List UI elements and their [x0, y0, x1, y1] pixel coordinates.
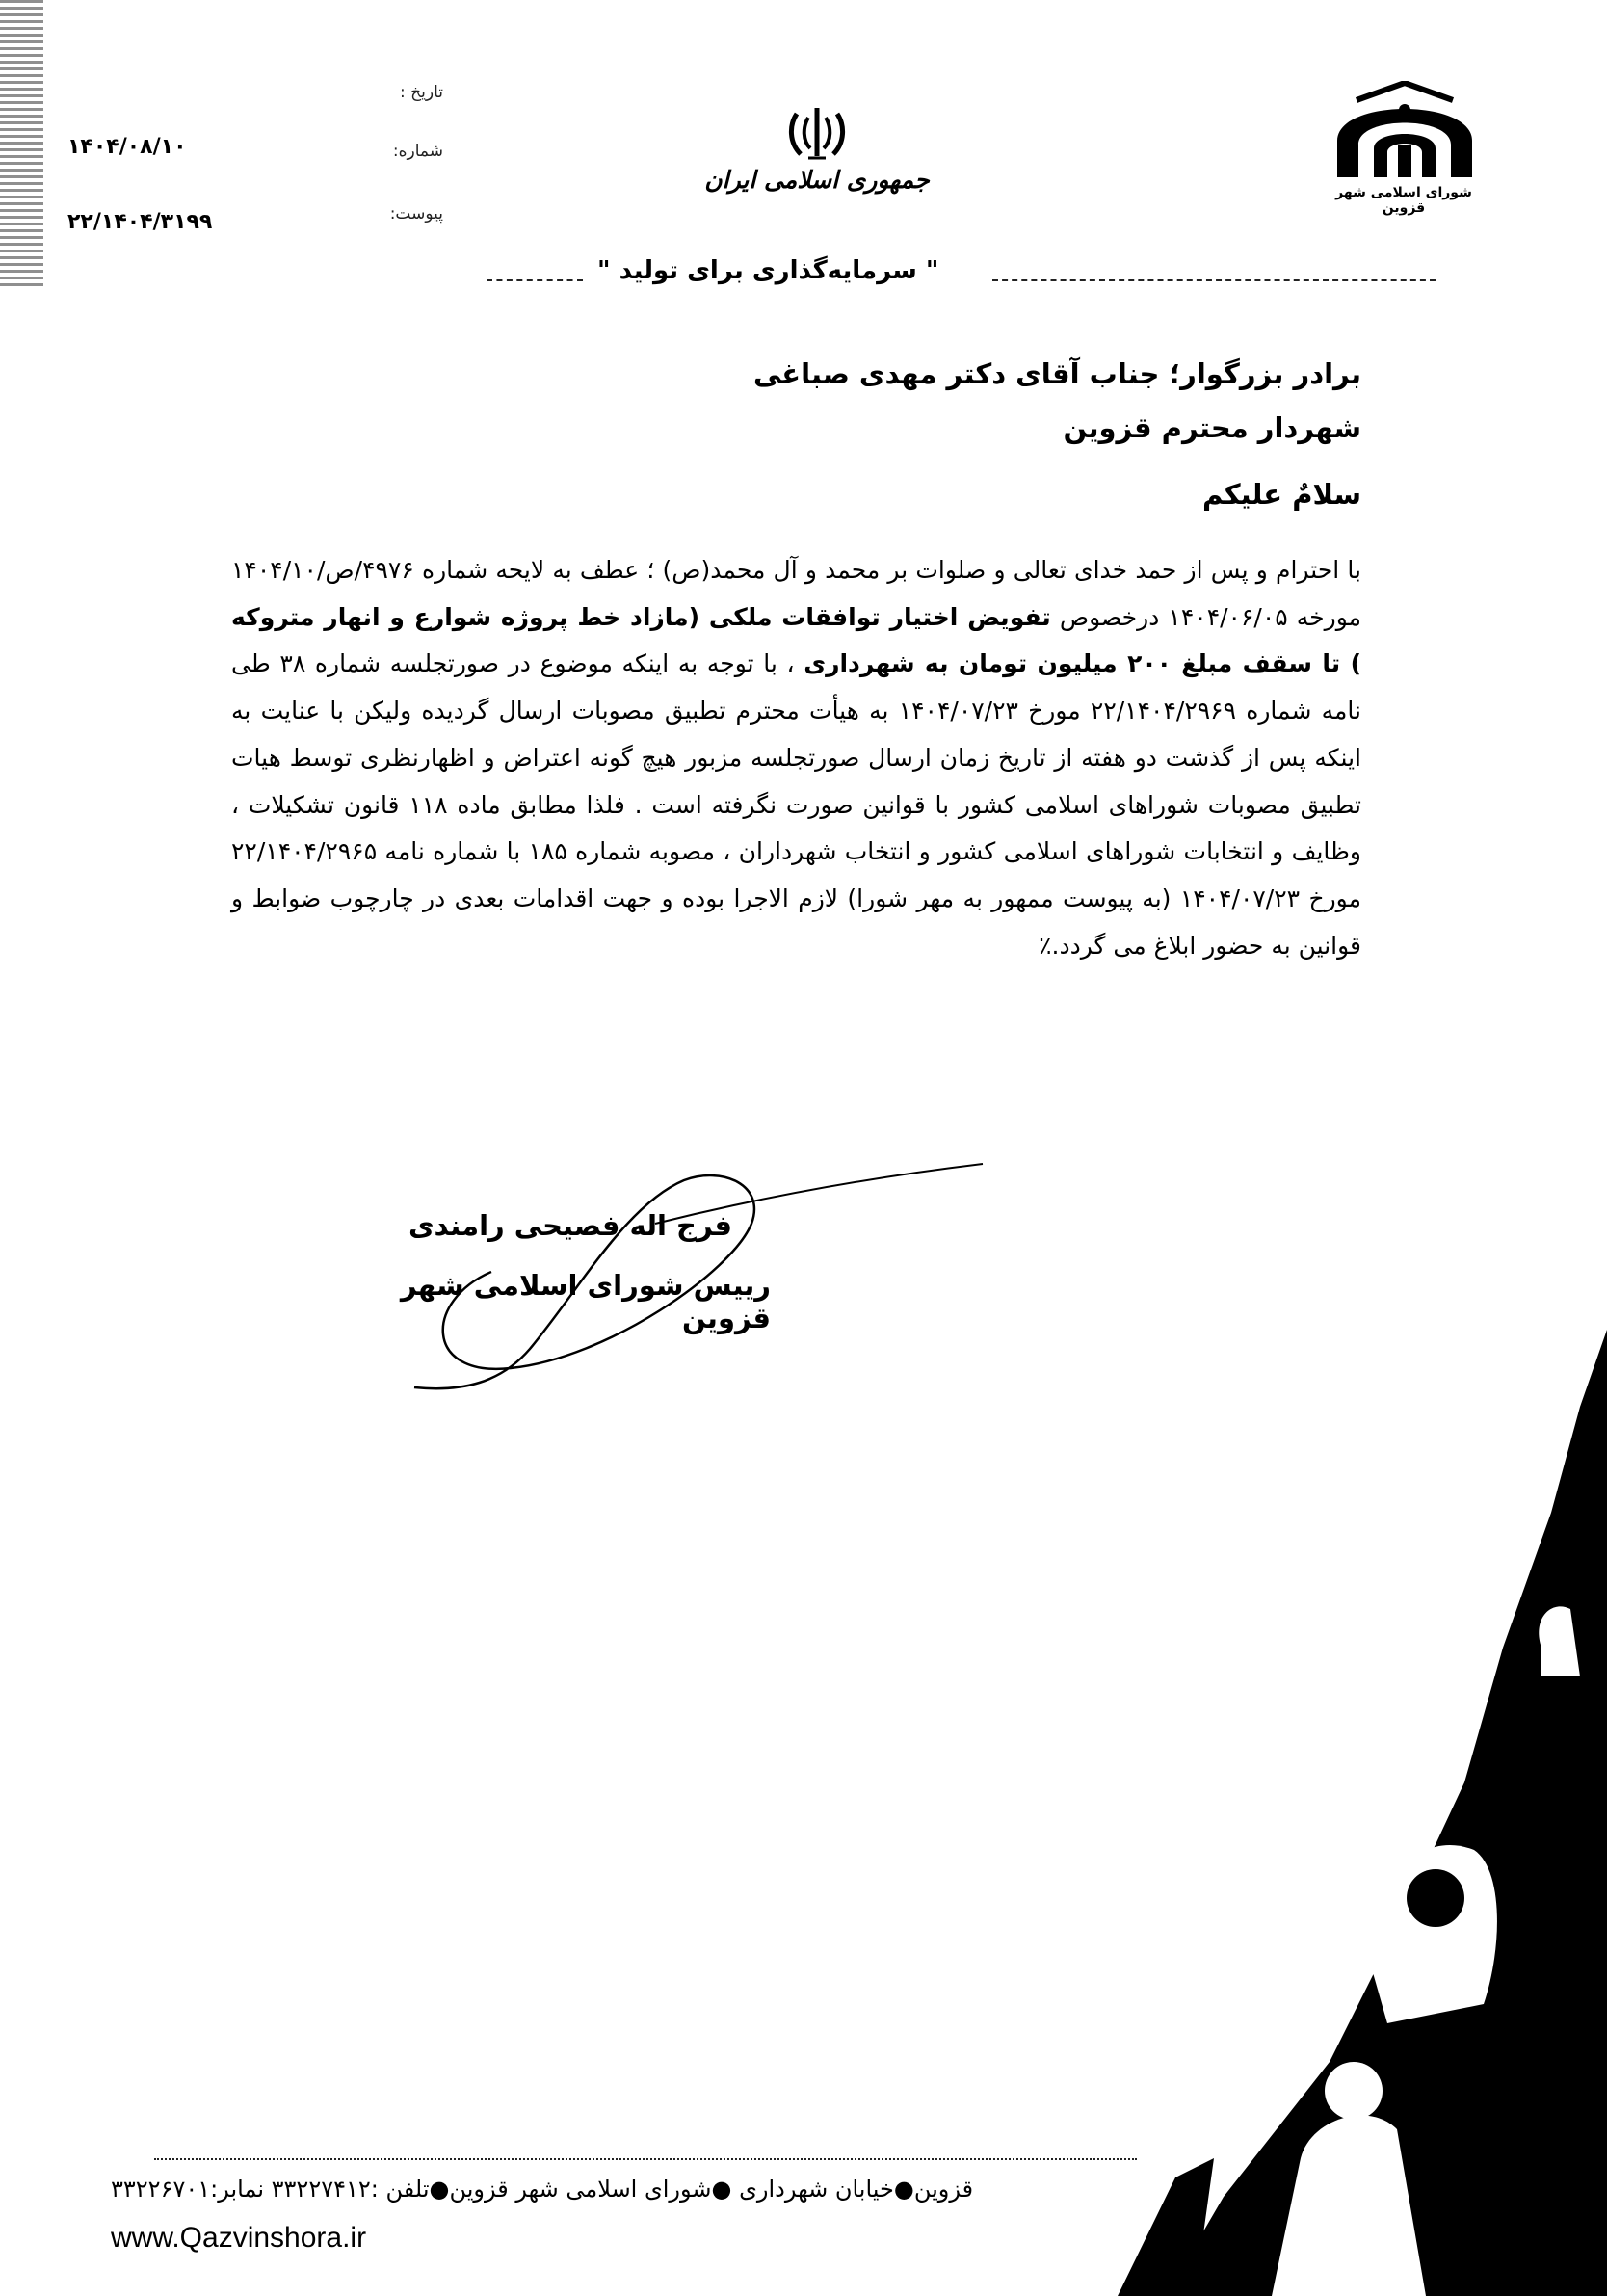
body-text-subject: تفویض اختیار توافقات ملکی (مازاد خط پروژه شوارع و انهار متروکه ) تا سقف مبلغ ۲۰۰ میلیون تومان به شهرداری	[231, 602, 1361, 678]
signatory-name: فرج اله فصیحی رامندی	[408, 1209, 732, 1242]
footer-website: www.Qazvinshora.ir	[111, 2222, 367, 2254]
greeting: سلامٌ علیکم	[1202, 478, 1361, 511]
footer-rule	[154, 2158, 1137, 2160]
scan-edge-noise	[0, 0, 43, 289]
recipient-title: شهردار محترم قزوین	[1063, 411, 1361, 444]
recipient-name: برادر بزرگوار؛ جناب آقای دکتر مهدی صباغی	[752, 357, 1361, 390]
slogan-rule-left	[487, 279, 583, 281]
body-text-main: ، با توجه به اینکه موضوع در صورتجلسه شماره ۳۸ طی نامه شماره ۲۲/۱۴۰۴/۲۹۶۹ مورخ ۱۴۰۴/۰۷/۲۳ به هیأت محترم تطبیق مصوبات ارسال گردیده ولیکن با عنایت به اینکه پس از گذشت دو هفته از تاریخ زمان ارسال صورتجلسه مزبور هیچ گونه اعتراض و اظهارنظری توسط هیات تطبیق مصوبات شوراهای اسلامی کشور با قوانین صورت نگرفته است . فلذا مطابق ماده ۱۱۸ قانون تشکیلات ، وظایف و انتخابات شوراهای اسلامی کشور و انتخاب شهرداران ، مصوبه شماره ۱۸۵ با شماره نامه ۲۲/۱۴۰۴/۲۹۶۵ مورخ ۱۴۰۴/۰۷/۲۳ (به پیوست ممهور به مهر شورا) لازم الاجرا بوده و جهت اقدامات بعدی در چارچوب ضوابط و قوانین به حضور ابلاغ می گردد.٪	[231, 649, 1362, 960]
date-label: تاریخ :	[400, 83, 443, 102]
number-label: شماره:	[392, 142, 443, 161]
signatory-title: رییس شورای اسلامی شهر قزوین	[400, 1269, 771, 1334]
letter-date-value: ۱۴۰۴/۰۸/۱۰	[67, 135, 187, 159]
slogan: " سرمایه‌گذاری برای تولید "	[597, 256, 939, 285]
decorative-photo	[1079, 1330, 1607, 2296]
council-logo-icon	[1328, 81, 1482, 181]
letter-number-value: ۲۲/۱۴۰۴/۳۱۹۹	[67, 210, 213, 234]
slogan-rule-right	[992, 279, 1436, 281]
footer-address: قزوین●خیابان شهرداری ●شورای اسلامی شهر قزوین●تلفن :۳۳۲۲۷۴۱۲ نمابر:۳۳۲۲۶۷۰۱	[111, 2176, 974, 2203]
attachment-label: پیوست:	[389, 204, 443, 224]
emblem-caption: جمهوری اسلامی ایران	[704, 166, 930, 194]
recipient-address	[494, 347, 1361, 455]
letter-body	[231, 547, 1361, 969]
iran-emblem-icon	[787, 104, 847, 162]
council-caption: شورای اسلامی شهر قزوین	[1335, 185, 1472, 216]
body-text-intro: با احترام و پس از حمد خدای تعالی و صلوات بر محمد و آل محمد(ص) ؛ عطف به لایحه شماره ۴۹۷۶/ص/۱۴۰۴/۱۰ مورخه ۱۴۰۴/۰۶/۰۵ درخصوص	[231, 556, 1362, 631]
